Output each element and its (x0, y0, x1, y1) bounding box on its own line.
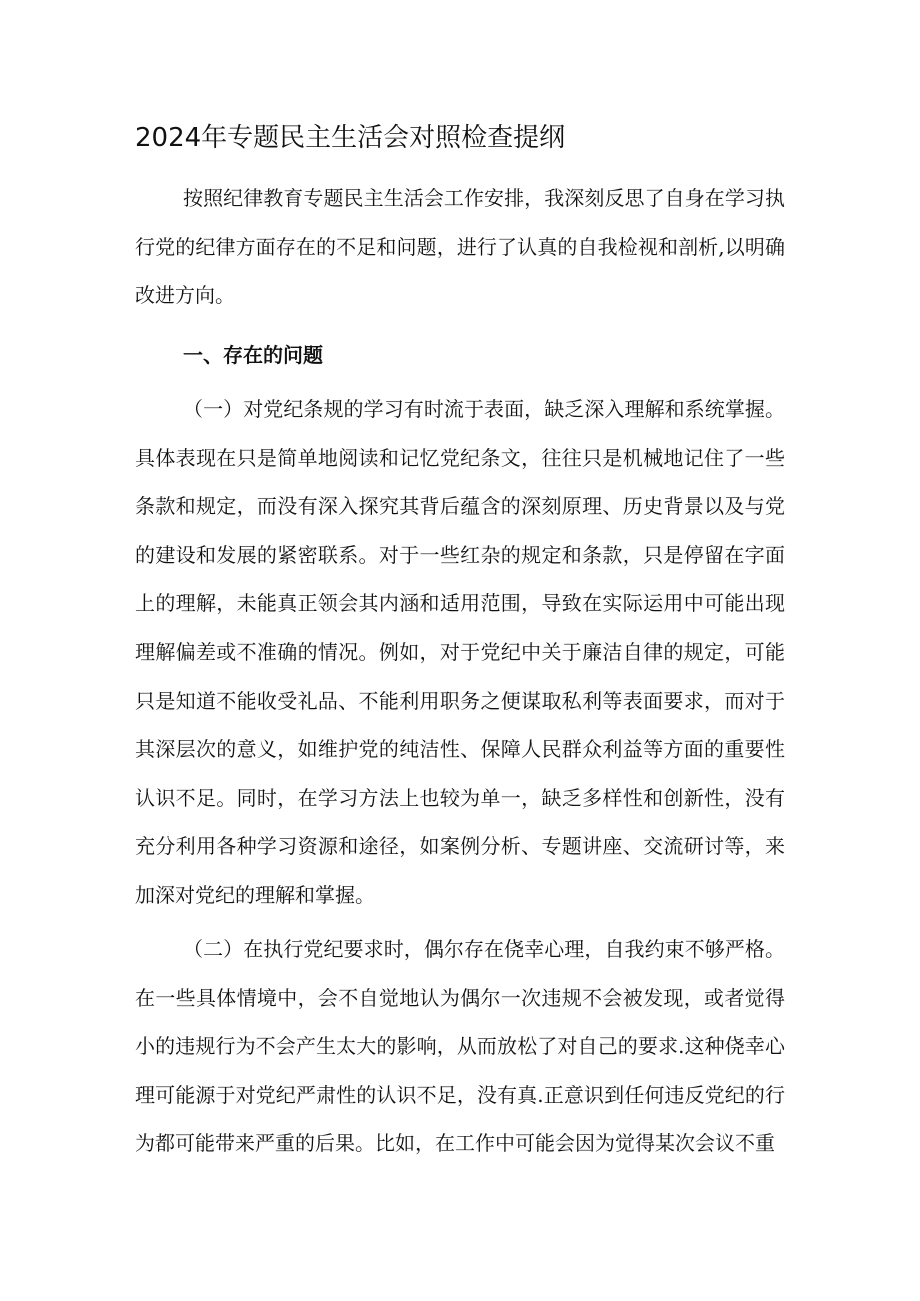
intro-paragraph: 按照纪律教育专题民主生活会工作安排，我深刻反思了自身在学习执行党的纪律方面存在的不足和问题，进行了认真的自我检视和剖析,以明确改进方向。 (135, 186, 785, 308)
section-heading-problems: 一、存在的问题 (183, 343, 323, 367)
paragraph-item-1: （一）对党纪条规的学习有时流于表面，缺乏深入理解和系统掌握。具体表现在只是简单地阅读和记忆党纪条文，往往只是机械地记住了一些条款和规定，而没有深入探究其背后蕴含的深刻原理、历史背景以及与党的建设和发展的紧密联系。对于一些红杂的规定和条款，只是停留在字面上的理解，未能真正领会其内涵和适用范围，导致在实际运用中可能出现理解偏差或不准确的情况。例如，对于党纪中关于廉洁自律的规定，可能只是知道不能收受礼品、不能利用职务之便谋取私利等表面要求，而对于其深层次的意义，如维护党的纯洁性、保障人民群众利益等方面的重要性认识不足。同时，在学习方法上也较为单一，缺乏多样性和创新性，没有充分利用各种学习资源和途径，如案例分析、专题讲座、交流研讨等，来加深对党纪的理解和掌握。 (135, 397, 785, 907)
paragraph-item-2: （二）在执行党纪要求时，偶尔存在侥幸心理，自我约束不够严格。在一些具体情境中，会不自觉地认为偶尔一次违规不会被发现，或者觉得小的违规行为不会产生太大的影响，从而放松了对自己的要求.这种侥幸心理可能源于对党纪严肃性的认识不足，没有真.正意识到任何违反党纪的行为都可能带来严重的后果。比如，在工作中可能会因为觉得某次会议不重 (135, 937, 785, 1156)
document-title: 2024年专题民主生活会对照检查提纲 (135, 123, 566, 153)
